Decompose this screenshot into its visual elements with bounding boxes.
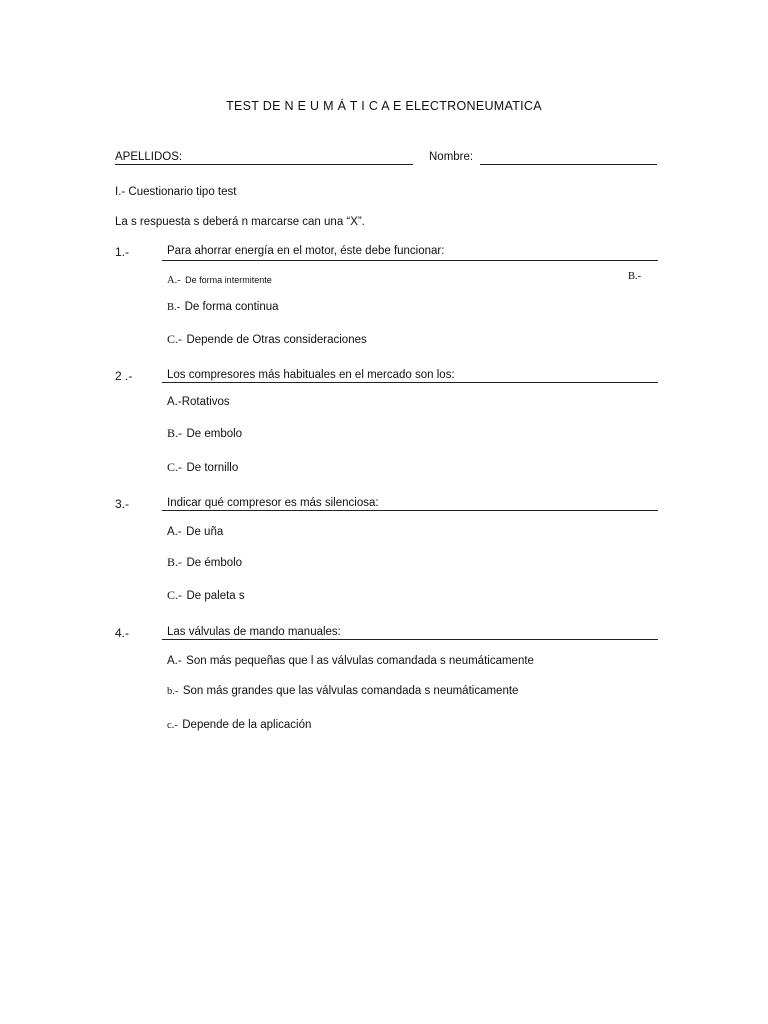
name-label: Nombre: bbox=[429, 151, 474, 163]
option-text: De paleta s bbox=[186, 590, 245, 602]
option-text: Depende de la aplicación bbox=[182, 719, 312, 731]
option-a[interactable] bbox=[167, 651, 534, 669]
option-text: Son más grandes que las válvulas comandada s neumáticamente bbox=[182, 685, 519, 697]
option-text: Depende de Otras consideraciones bbox=[186, 334, 367, 346]
option-text: Son más pequeñas que l as válvulas comandada s neumáticamente bbox=[186, 655, 534, 667]
option-letter: C.- bbox=[167, 332, 182, 346]
option-letter: b.- bbox=[167, 686, 179, 697]
option-letter: A.- bbox=[167, 655, 182, 667]
option-letter: C.- bbox=[167, 460, 182, 474]
option-letter: C.- bbox=[167, 588, 182, 602]
option-text: De forma intermitente bbox=[185, 275, 272, 285]
question-text: Las válvulas de mando manuales: bbox=[167, 626, 341, 638]
option-letter: B.- bbox=[167, 302, 181, 313]
option-c[interactable] bbox=[167, 330, 367, 348]
option-c[interactable] bbox=[167, 715, 311, 733]
option-letter: c.- bbox=[167, 720, 178, 731]
question-number: 2 .- bbox=[115, 369, 133, 383]
option-text: De tornillo bbox=[186, 462, 239, 474]
option-b[interactable] bbox=[167, 424, 242, 442]
question-divider bbox=[162, 260, 658, 261]
option-text: Rotativos bbox=[181, 396, 230, 408]
option-a[interactable] bbox=[167, 392, 230, 410]
option-text: De forma continua bbox=[184, 301, 279, 313]
option-letter: A.- bbox=[167, 396, 182, 408]
question-number: 3.- bbox=[115, 497, 130, 511]
option-text: De embolo bbox=[186, 428, 243, 440]
option-letter: A.- bbox=[167, 526, 182, 538]
option-b[interactable] bbox=[167, 553, 242, 571]
surname-field[interactable] bbox=[115, 164, 413, 165]
option-a[interactable] bbox=[167, 270, 272, 288]
surname-label: APELLIDOS: bbox=[115, 151, 183, 163]
option-c[interactable] bbox=[167, 586, 245, 604]
question-text: Los compresores más habituales en el mercado son los: bbox=[167, 369, 455, 381]
document-title: TEST DE N E U M Á T I C A E ELECTRONEUMATICA bbox=[226, 99, 542, 113]
option-letter: B.- bbox=[167, 555, 182, 569]
name-field[interactable] bbox=[480, 164, 657, 165]
question-divider bbox=[162, 382, 658, 383]
option-c[interactable] bbox=[167, 458, 238, 476]
question-divider bbox=[162, 510, 658, 511]
option-b[interactable] bbox=[167, 681, 518, 699]
question-number: 4.- bbox=[115, 626, 130, 640]
question-divider bbox=[162, 639, 658, 640]
section-heading: I.- Cuestionario tipo test bbox=[115, 186, 237, 198]
option-letter: A.- bbox=[167, 275, 181, 286]
option-a[interactable] bbox=[167, 522, 223, 540]
stray-option-letter: B.- bbox=[628, 271, 642, 282]
instructions-text: La s respuesta s deberá n marcarse can una “X”. bbox=[115, 216, 365, 228]
option-b[interactable] bbox=[167, 297, 279, 315]
option-letter: B.- bbox=[167, 426, 182, 440]
option-text: De uña bbox=[186, 526, 224, 538]
option-text: De émbolo bbox=[186, 557, 243, 569]
question-number: 1.- bbox=[115, 245, 130, 259]
question-text: Para ahorrar energía en el motor, éste debe funcionar: bbox=[167, 245, 445, 257]
question-text: Indicar qué compresor es más silenciosa: bbox=[167, 497, 379, 509]
